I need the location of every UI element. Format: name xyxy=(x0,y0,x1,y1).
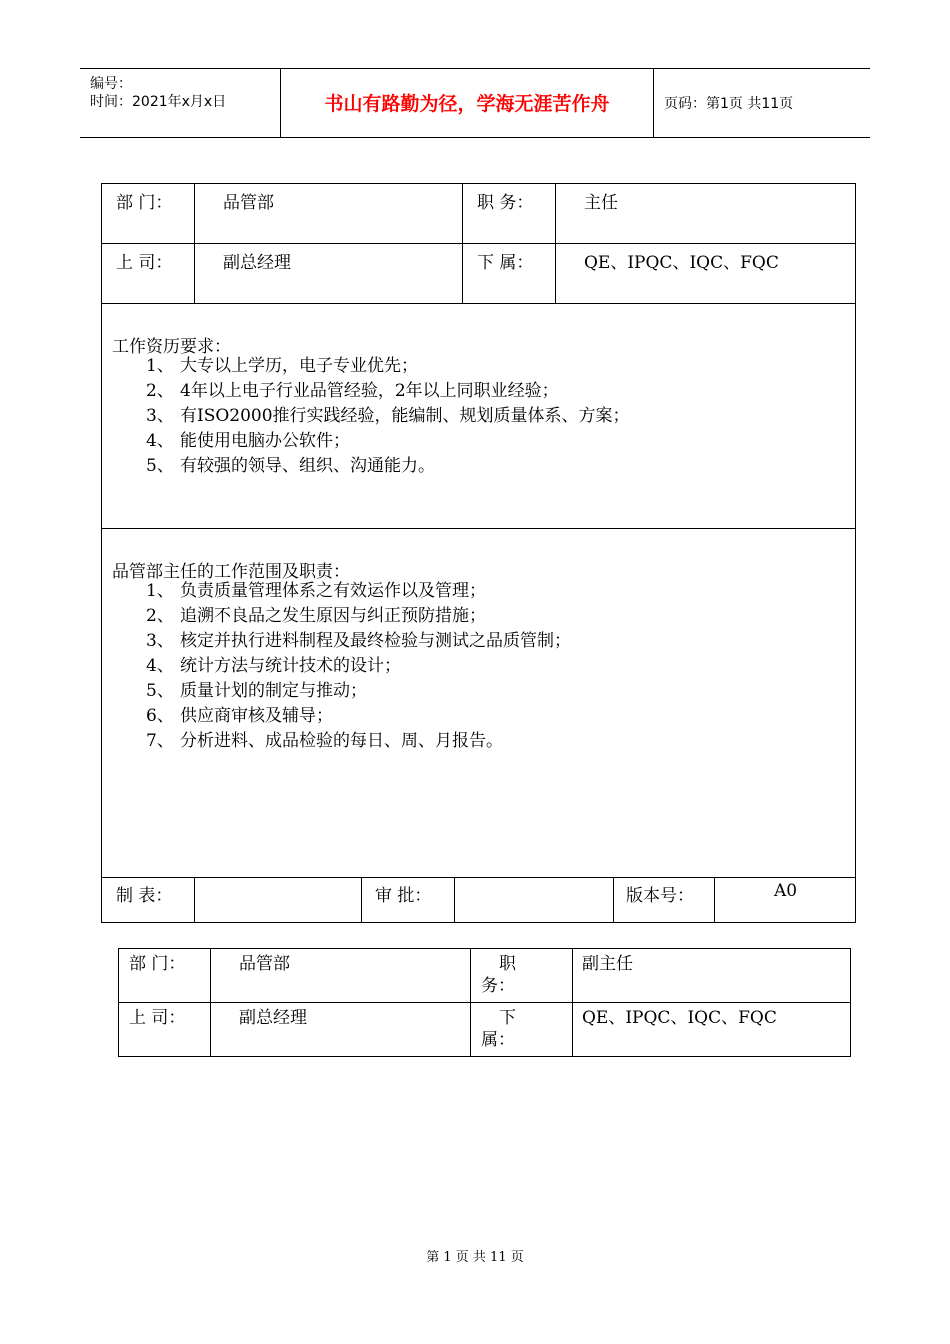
col-divider xyxy=(555,184,556,303)
list-item: 4、 能使用电脑办公软件； xyxy=(146,431,350,451)
superior-label: 上 司： xyxy=(129,1008,186,1028)
dept-value: 品管部 xyxy=(239,954,290,974)
col-divider xyxy=(572,949,573,1056)
position-label: 职 务： xyxy=(477,193,534,213)
list-item: 2、 4年以上电子行业品管经验，2年以上同职业经验； xyxy=(146,381,559,401)
subordinate-label: 下 属： xyxy=(477,253,534,273)
page-footer: 第 1 页 共 11 页 xyxy=(426,1250,524,1265)
made-by-label: 制 表： xyxy=(116,886,173,906)
list-item: 1、 负责质量管理体系之有效运作以及管理； xyxy=(146,581,486,601)
subordinate-value: QE、IPQC、IQC、FQC xyxy=(584,253,779,273)
col-divider xyxy=(613,877,614,923)
col-divider xyxy=(194,184,195,303)
dept-value: 品管部 xyxy=(223,193,274,213)
list-item: 7、 分析进料、成品检验的每日、周、月报告。 xyxy=(146,731,503,751)
col-divider xyxy=(194,877,195,923)
job-description-form-2 xyxy=(118,948,851,1057)
list-item: 4、 统计方法与统计技术的设计； xyxy=(146,656,401,676)
version-label: 版本号： xyxy=(626,886,694,906)
row-divider xyxy=(102,303,855,304)
col-divider xyxy=(714,877,715,923)
duties-list xyxy=(146,579,571,754)
dept-label: 部 门： xyxy=(116,193,173,213)
job-description-form xyxy=(101,183,856,923)
col-divider xyxy=(462,184,463,303)
list-item: 5、 有较强的领导、组织、沟通能力。 xyxy=(146,456,435,476)
position-value: 副主任 xyxy=(582,954,633,974)
position-value: 主任 xyxy=(584,193,618,213)
header-page-info: 页码：第1页 共11页 xyxy=(664,96,794,112)
superior-label: 上 司： xyxy=(116,253,173,273)
subordinate-label-line2: 属： xyxy=(481,1030,515,1050)
col-divider xyxy=(361,877,362,923)
superior-value: 副总经理 xyxy=(223,253,291,273)
list-item: 6、 供应商审核及辅导； xyxy=(146,706,333,726)
row-divider xyxy=(102,528,855,529)
row-divider xyxy=(102,243,855,244)
row-divider xyxy=(119,1002,850,1003)
position-label-line2: 务： xyxy=(481,976,515,996)
header-meta-cell xyxy=(80,69,281,137)
doc-date: 时间：2021年x月x日 xyxy=(90,94,227,110)
col-divider xyxy=(470,949,471,1056)
list-item: 2、 追溯不良品之发生原因与纠正预防措施； xyxy=(146,606,486,626)
doc-number-label: 编号： xyxy=(90,76,132,92)
duties-title: 品管部主任的工作范围及职责： xyxy=(112,562,350,582)
subordinate-label-line1: 下 xyxy=(499,1008,516,1028)
position-label-line1: 职 xyxy=(499,954,516,974)
row-divider xyxy=(102,877,855,878)
version-value: A0 xyxy=(774,881,798,901)
list-item: 3、 有ISO2000推行实践经验，能编制、规划质量体系、方案； xyxy=(146,406,630,426)
col-divider xyxy=(454,877,455,923)
requirements-title: 工作资历要求： xyxy=(112,337,231,357)
col-divider xyxy=(210,949,211,1056)
document-header xyxy=(80,68,870,138)
approve-label: 审 批： xyxy=(375,886,432,906)
subordinate-value: QE、IPQC、IQC、FQC xyxy=(582,1008,777,1028)
list-item: 3、 核定并执行进料制程及最终检验与测试之品质管制； xyxy=(146,631,571,651)
list-item: 1、 大专以上学历，电子专业优先； xyxy=(146,356,418,376)
superior-value: 副总经理 xyxy=(239,1008,307,1028)
list-item: 5、 质量计划的制定与推动； xyxy=(146,681,367,701)
requirements-list xyxy=(146,354,630,479)
header-motto: 书山有路勤为径，学海无涯苦作舟 xyxy=(281,69,654,137)
dept-label: 部 门： xyxy=(129,954,186,974)
